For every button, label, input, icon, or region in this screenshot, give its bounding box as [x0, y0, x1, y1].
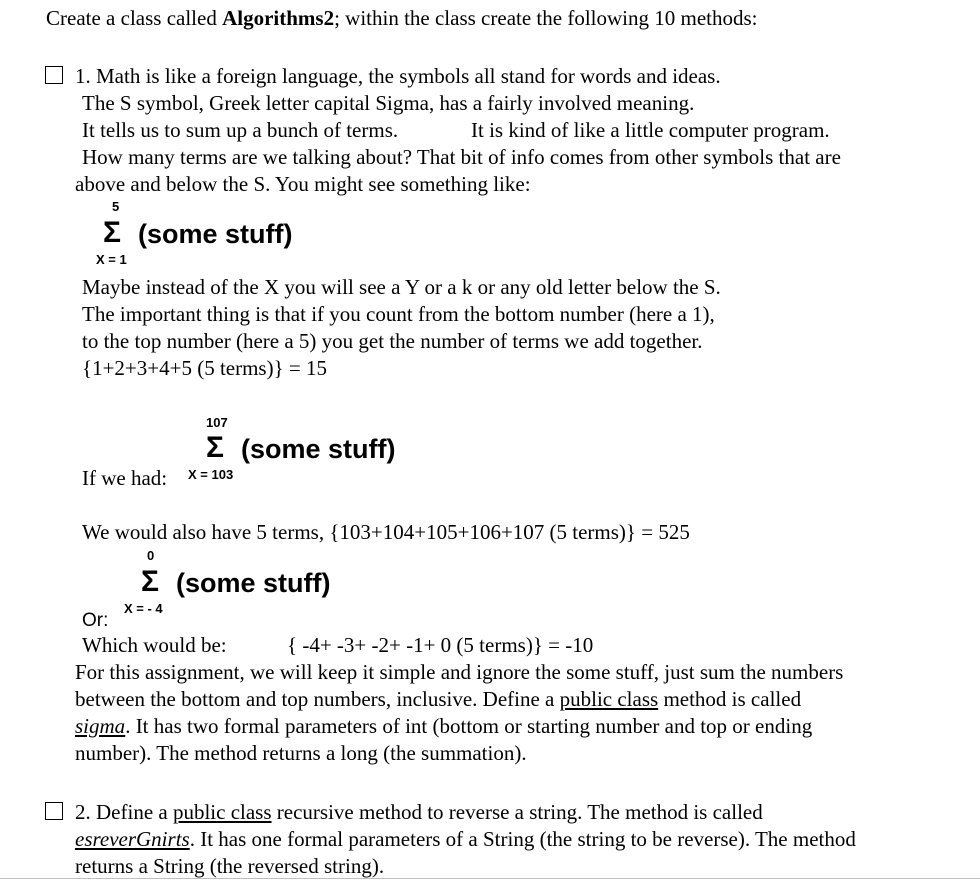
sigma3-lead: Or: [82, 610, 109, 631]
page-bottom-divider [0, 878, 980, 879]
sigma2-bottom-limit: X = 103 [188, 467, 234, 482]
item1-line11a: Which would be: [82, 633, 227, 657]
item2-public-class-link[interactable]: public class [172, 800, 272, 824]
sigma-method-name[interactable]: sigma [75, 714, 126, 738]
item1-line4: How many terms are we talking about? That bit of info comes from other symbols that are [82, 145, 841, 169]
item2-line1 [75, 799, 763, 826]
item1-checkbox[interactable] [45, 66, 63, 84]
item1-line5: above and below the S. You might see something like: [75, 172, 531, 196]
sigma1-symbol: Σ [103, 216, 122, 249]
item1-line7: The important thing is that if you count from the bottom number (here a 1), [82, 302, 715, 326]
item2-line1-pre: 2. Define a [75, 800, 173, 824]
item1-line13 [75, 686, 801, 713]
sigma2-lead: If we had: [82, 466, 168, 490]
intro-post: ; within the class create the following 10 methods: [334, 6, 758, 30]
item2-line3: returns a String (the reversed string). [75, 854, 385, 878]
item1-line3a: It tells us to sum up a bunch of terms. [82, 118, 399, 142]
item1-line1: 1. Math is like a foreign language, the symbols all stand for words and ideas. [75, 64, 721, 88]
item1-public-class-link[interactable]: public class [559, 687, 659, 711]
item2-checkbox[interactable] [45, 802, 63, 820]
intro-pre: Create a class called [46, 6, 223, 30]
sigma3-bottom-limit: X = - 4 [124, 601, 163, 616]
item1-line15: number). The method returns a long (the summation). [75, 741, 527, 765]
item1-line14 [75, 713, 812, 740]
item1-line13-post: method is called [658, 687, 802, 711]
item1-line3b: It is kind of like a little computer program. [471, 118, 830, 142]
item1-line8: to the top number (here a 5) you get the number of terms we add together. [82, 329, 703, 353]
sigma3-top-limit: 0 [147, 548, 155, 563]
item1-line14-post: . It has two formal parameters of int (bottom or starting number and top or ending [125, 714, 813, 738]
item1-line9: {1+2+3+4+5 (5 terms)} = 15 [82, 356, 328, 380]
intro-line [46, 5, 757, 32]
item1-line10: We would also have 5 terms, {103+104+105+106+107 (5 terms)} = 525 [82, 520, 690, 544]
sigma1-stuff: (some stuff) [138, 219, 293, 249]
sigma3-stuff: (some stuff) [176, 568, 331, 598]
sigma2-stuff: (some stuff) [241, 434, 396, 464]
sigma1-bottom-limit: X = 1 [96, 252, 127, 267]
esrevergnirts-method-name[interactable]: esreverGnirts [75, 827, 190, 851]
class-name: Algorithms2 [222, 6, 335, 30]
item1-line13-pre: between the bottom and top numbers, inclusive. Define a [75, 687, 560, 711]
item2-line1-post: recursive method to reverse a string. The method is called [271, 800, 763, 824]
sigma2-symbol: Σ [206, 431, 225, 464]
item1-line12: For this assignment, we will keep it simple and ignore the some stuff, just sum the numbers [75, 660, 844, 684]
sigma3-symbol: Σ [141, 565, 160, 598]
item2-line2 [75, 826, 856, 853]
item1-line2: The S symbol, Greek letter capital Sigma, has a fairly involved meaning. [82, 91, 695, 115]
sigma1-top-limit: 5 [112, 199, 120, 214]
sigma2-top-limit: 107 [206, 415, 228, 430]
item1-line11b: { -4+ -3+ -2+ -1+ 0 (5 terms)} = -10 [287, 633, 594, 657]
item2-line2-post: . It has one formal parameters of a String (the string to be reverse). The method [189, 827, 856, 851]
item1-line6: Maybe instead of the X you will see a Y or a k or any old letter below the S. [82, 275, 721, 299]
